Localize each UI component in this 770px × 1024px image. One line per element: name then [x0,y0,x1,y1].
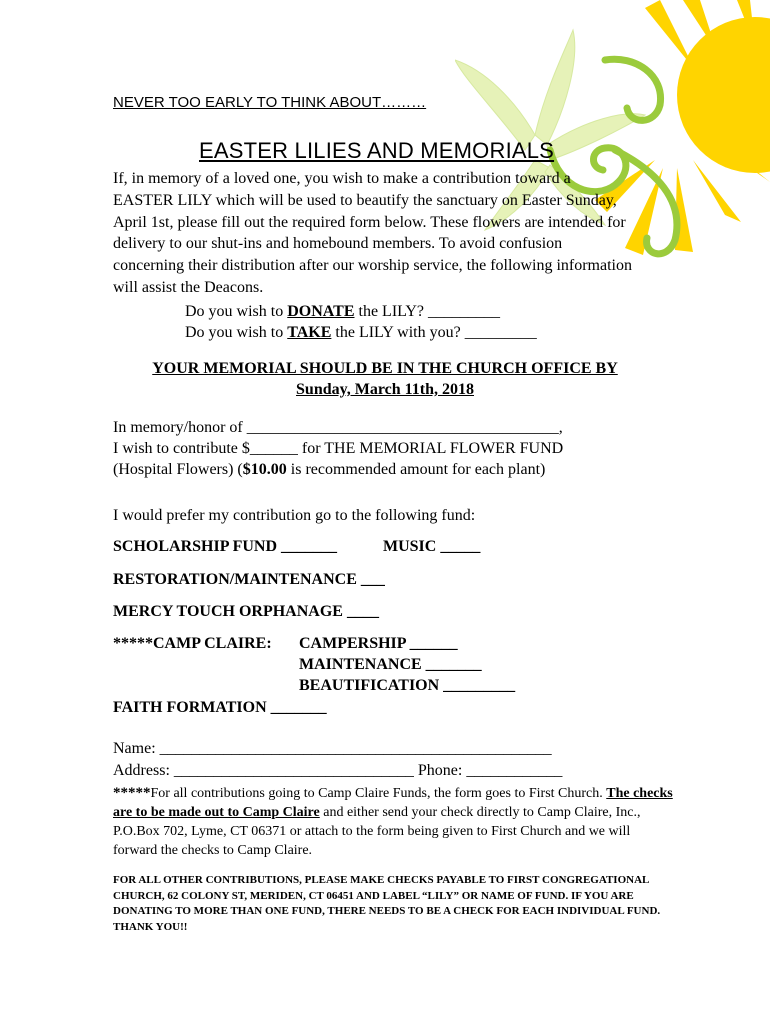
fund-mercy-touch: MERCY TOUCH ORPHANAGE ____ [113,603,379,620]
address-phone-field: Address: ______________________________ Phone: ____________ [113,762,563,779]
fund-maintenance: MAINTENANCE _______ [299,656,482,673]
donate-prefix: Do you wish to [185,303,288,320]
hospital-flowers-line [113,461,545,479]
donate-suffix: the LILY? _________ [354,303,500,320]
fund-faith-formation: FAITH FORMATION _______ [113,699,327,716]
prefer-text: I would prefer my contribution go to the following fund: [113,507,476,524]
fund-beautification: BEAUTIFICATION _________ [299,677,516,694]
take-suffix: the LILY with you? _________ [331,324,537,341]
camp-claire-instructions [113,784,673,860]
page-title: EASTER LILIES AND MEMORIALS [199,138,555,163]
closing-instructions: FOR ALL OTHER CONTRIBUTIONS, PLEASE MAKE CHECKS PAYABLE TO FIRST CONGREGATIONAL CHURCH, 62 COLONY ST, MERIDEN, CT 06451 AND LABEL “LILY” OR NAME OF FUND. IF YOU ARE DONATING TO MORE THAN ONE FUND, THERE NEEDS TO BE A CHECK FOR EACH INDIVIDUAL FUND. THANK YOU!! [113,874,661,933]
take-prefix: Do you wish to [185,324,288,341]
hospital-flowers-c: is recommended amount for each plant) [286,461,546,478]
kicker-heading: NEVER TOO EARLY TO THINK ABOUT……… [113,94,427,111]
take-question [185,324,537,342]
name-field: Name: _________________________________________________ [113,740,552,757]
hospital-flowers-a: (Hospital Flowers) ( [113,461,243,478]
contribute-line: I wish to contribute $______ for THE MEMORIAL FLOWER FUND [113,440,564,457]
donate-word: DONATE [287,303,355,320]
stars-marker: ***** [113,785,151,801]
fund-music: MUSIC _____ [383,538,481,555]
checks-payable-note: The checks are to be made out to Camp Claire [113,786,673,820]
deadline-notice [100,358,670,400]
camp-claire-text-1: For all contributions going to Camp Claire Funds, the form goes to First Church. [150,786,603,801]
memorial-line: In memory/honor of _______________________________________, [113,419,563,436]
donate-question [185,303,500,321]
camp-claire-text-2: and either send your check directly to Camp Claire, Inc., P.O.Box 702, Lyme, CT 06371 or attach to the form being given to First Church and we will forward the checks to Camp Claire. [113,805,641,858]
fund-campership: CAMPERSHIP ______ [299,635,458,652]
recommended-amount: $10.00 [242,461,287,478]
take-word: TAKE [287,324,332,341]
deadline-line-1: YOUR MEMORIAL SHOULD BE IN THE CHURCH OFFICE BY [152,360,618,377]
intro-paragraph: If, in memory of a loved one, you wish to make a contribution toward a EASTER LILY which will be used to beautify the sanctuary on Easter Sunday, April 1st, please fill out the required form below. These flowers are intended for delivery to our shut-ins and homebound members. To avoid confusion concerning their distribution after our worship service, the following information will assist the Deacons. [113,170,632,296]
sun-icon [677,17,770,173]
fund-camp-claire-label: *****CAMP CLAIRE: [113,635,272,652]
fund-restoration: RESTORATION/MAINTENANCE ___ [113,571,385,588]
deadline-line-2: Sunday, March 11th, 2018 [296,381,474,398]
fund-scholarship: SCHOLARSHIP FUND _______ [113,538,338,555]
